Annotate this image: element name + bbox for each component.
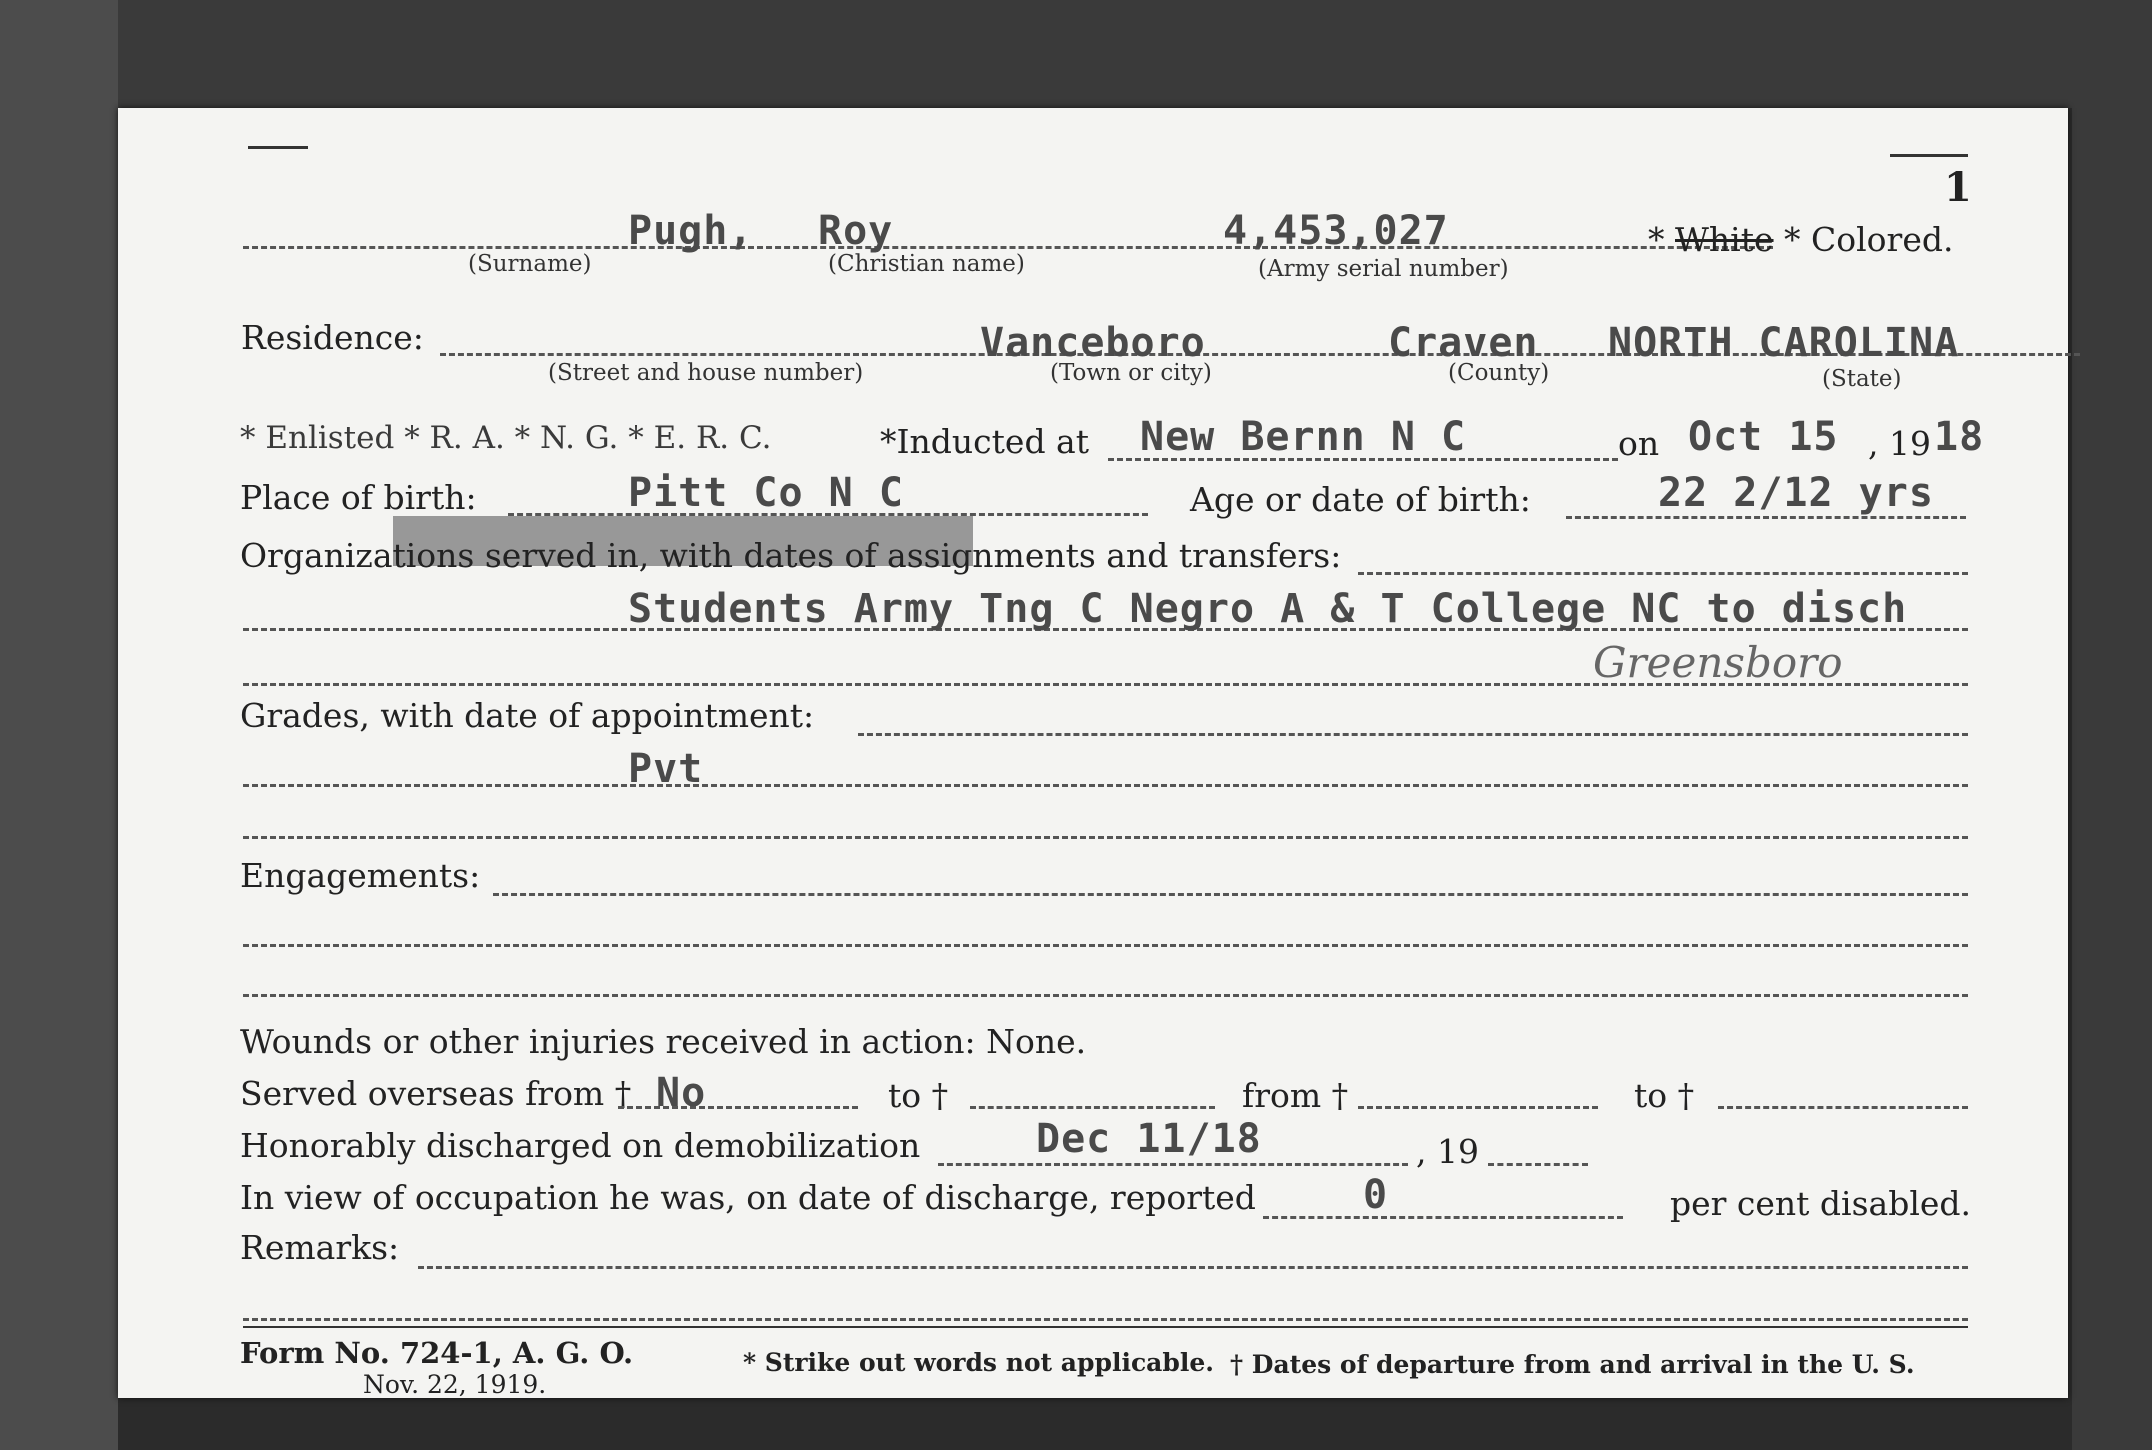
disability-line bbox=[1263, 1216, 1623, 1219]
grades-line-1 bbox=[858, 733, 1968, 736]
disability-value: 0 bbox=[1363, 1172, 1389, 1218]
card-number: 1 bbox=[1944, 164, 1972, 211]
surname-value: Pugh, bbox=[628, 208, 754, 254]
discharge-year-label: , 19 bbox=[1416, 1132, 1479, 1171]
enlisted-options: * Enlisted * R. A. * N. G. * E. R. C. bbox=[240, 420, 772, 456]
race-field: * White * Colored. bbox=[1648, 220, 1954, 259]
overseas-to2-label: to † bbox=[1634, 1076, 1695, 1115]
remarks-line-2 bbox=[243, 1318, 1968, 1321]
number-rule bbox=[1890, 154, 1968, 157]
organizations-value: Students Army Tng C Negro A & T College NC to disch bbox=[628, 586, 1908, 632]
serial-number-value: 4,453,027 bbox=[1223, 208, 1449, 254]
birth-place-value: Pitt Co N C bbox=[628, 470, 904, 516]
street-label: (Street and house number) bbox=[548, 360, 864, 386]
inducted-label: *Inducted at bbox=[880, 422, 1089, 461]
race-white: White bbox=[1675, 220, 1774, 259]
induction-date: Oct 15 bbox=[1688, 414, 1839, 460]
organizations-line-1 bbox=[1358, 572, 1968, 575]
overseas-to-label: to † bbox=[888, 1076, 949, 1115]
christian-name-label: (Christian name) bbox=[828, 251, 1025, 277]
grades-line-3 bbox=[243, 836, 1968, 839]
engagements-label: Engagements: bbox=[240, 856, 481, 895]
discharge-label: Honorably discharged on demobilization bbox=[240, 1126, 921, 1165]
discharge-line bbox=[938, 1163, 1408, 1166]
overseas-to-line bbox=[970, 1106, 1215, 1109]
overseas-from2-label: from † bbox=[1242, 1076, 1349, 1115]
surname-label: (Surname) bbox=[468, 251, 592, 277]
scan-background-right bbox=[2072, 0, 2152, 1450]
disability-label: In view of occupation he was, on date of discharge, reported bbox=[240, 1178, 1256, 1217]
footer-rule bbox=[243, 1326, 1968, 1328]
age-line bbox=[1566, 516, 1966, 519]
form-date: Nov. 22, 1919. bbox=[363, 1370, 547, 1399]
christian-name-value: Roy bbox=[818, 208, 894, 254]
remarks-line-1 bbox=[418, 1266, 1968, 1269]
age-value: 22 2/12 yrs bbox=[1658, 470, 1934, 516]
engagements-line-3 bbox=[243, 994, 1968, 997]
engagements-line-2 bbox=[243, 944, 1968, 947]
remarks-label: Remarks: bbox=[240, 1228, 400, 1267]
scan-background-left bbox=[0, 0, 118, 1450]
induction-year: 18 bbox=[1934, 414, 1985, 460]
discharge-year-line bbox=[1488, 1163, 1588, 1166]
age-label: Age or date of birth: bbox=[1190, 480, 1531, 519]
residence-county: Craven bbox=[1388, 320, 1539, 366]
discharge-date: Dec 11/18 bbox=[1036, 1116, 1262, 1162]
form-number: Form No. 724-1, A. G. O. bbox=[240, 1336, 634, 1370]
county-label: (County) bbox=[1448, 360, 1550, 386]
service-record-card bbox=[118, 108, 2068, 1398]
footnote-dates: † Dates of departure from and arrival in the U. S. bbox=[1230, 1350, 1915, 1379]
serial-number-label: (Army serial number) bbox=[1258, 256, 1509, 282]
footnote-strike: * Strike out words not applicable. bbox=[743, 1348, 1214, 1377]
year-prefix: , 19 bbox=[1868, 424, 1931, 463]
inducted-place: New Bernn N C bbox=[1140, 414, 1467, 460]
birth-place-label: Place of birth: bbox=[240, 478, 477, 517]
wounds-text: Wounds or other injuries received in action: None. bbox=[240, 1022, 1087, 1061]
grades-line-2 bbox=[243, 784, 1968, 787]
overseas-to2-line bbox=[1718, 1106, 1968, 1109]
scan-background-top bbox=[0, 0, 2152, 108]
on-label: on bbox=[1618, 424, 1660, 463]
overseas-from2-line bbox=[1358, 1106, 1598, 1109]
residence-town: Vanceboro bbox=[980, 320, 1206, 366]
organizations-label: Organizations served in, with dates of assignments and transfers: bbox=[240, 536, 1342, 575]
corner-rule bbox=[248, 146, 308, 149]
engagements-line-1 bbox=[493, 893, 1968, 896]
disability-suffix: per cent disabled. bbox=[1670, 1184, 1972, 1223]
grades-label: Grades, with date of appointment: bbox=[240, 696, 815, 735]
state-label: (State) bbox=[1822, 366, 1902, 392]
name-line bbox=[243, 246, 1773, 249]
race-colored: Colored. bbox=[1811, 220, 1954, 259]
grade-value: Pvt bbox=[628, 746, 704, 792]
residence-label: Residence: bbox=[241, 318, 424, 357]
town-label: (Town or city) bbox=[1050, 360, 1212, 386]
overseas-from-value: No bbox=[656, 1070, 707, 1116]
overseas-from-label: Served overseas from † bbox=[240, 1074, 632, 1113]
handwritten-location: Greensboro bbox=[1593, 638, 1843, 687]
overseas-from-line bbox=[618, 1106, 858, 1109]
residence-state: NORTH CAROLINA bbox=[1608, 320, 1960, 366]
